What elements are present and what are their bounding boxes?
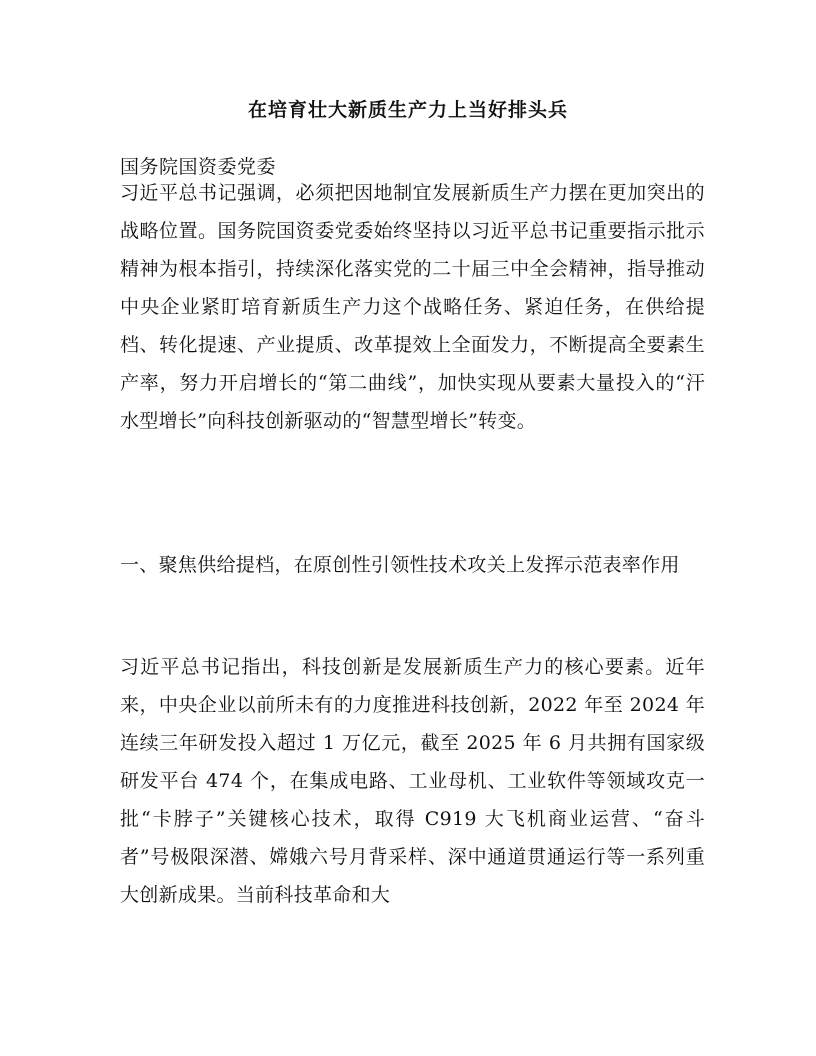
document-author: 国务院国资委党委 [120,156,277,178]
body-paragraph: 习近平总书记强调，必须把因地制宜发展新质生产力摆在更加突出的战略位置。国务院国资委党委始终坚持以习近平总书记重要指示批示精神为根本指引，持续深化落实党的二十届三中全会精神，指导推动中央企业紧盯培育新质生产力这个战略任务、紧迫任务，在供给提档、转化提速、产业提质、改革提效上全面发力，不断提高全要素生产率，努力开启增长的“第二曲线”，加快实现从要素大量投入的“汗水型增长”向科技创新驱动的“智慧型增长”转变。 [120,182,705,432]
document-title: 在培育壮大新质生产力上当好排头兵 [247,99,568,121]
body-paragraph: 习近平总书记指出，科技创新是发展新质生产力的核心要素。近年来，中央企业以前所未有的力度推进科技创新，2022 年至 2024 年连续三年研发投入超过 1 万亿元，截至 2025 年 6 月共拥有国家级研发平台 474 个，在集成电路、工业母机、工业软件等领域攻克一批“卡脖子”关键核心技术，取得 C919 大飞机商业运营、“奋斗者”号极限深潜、嫦娥六号月背采样、深中通道贯通运行等一系列重大创新成果。当前科技革命和大 [120,656,705,906]
section-heading: 一、聚焦供给提档，在原创性引领性技术攻关上发挥示范表率作用 [120,554,680,576]
